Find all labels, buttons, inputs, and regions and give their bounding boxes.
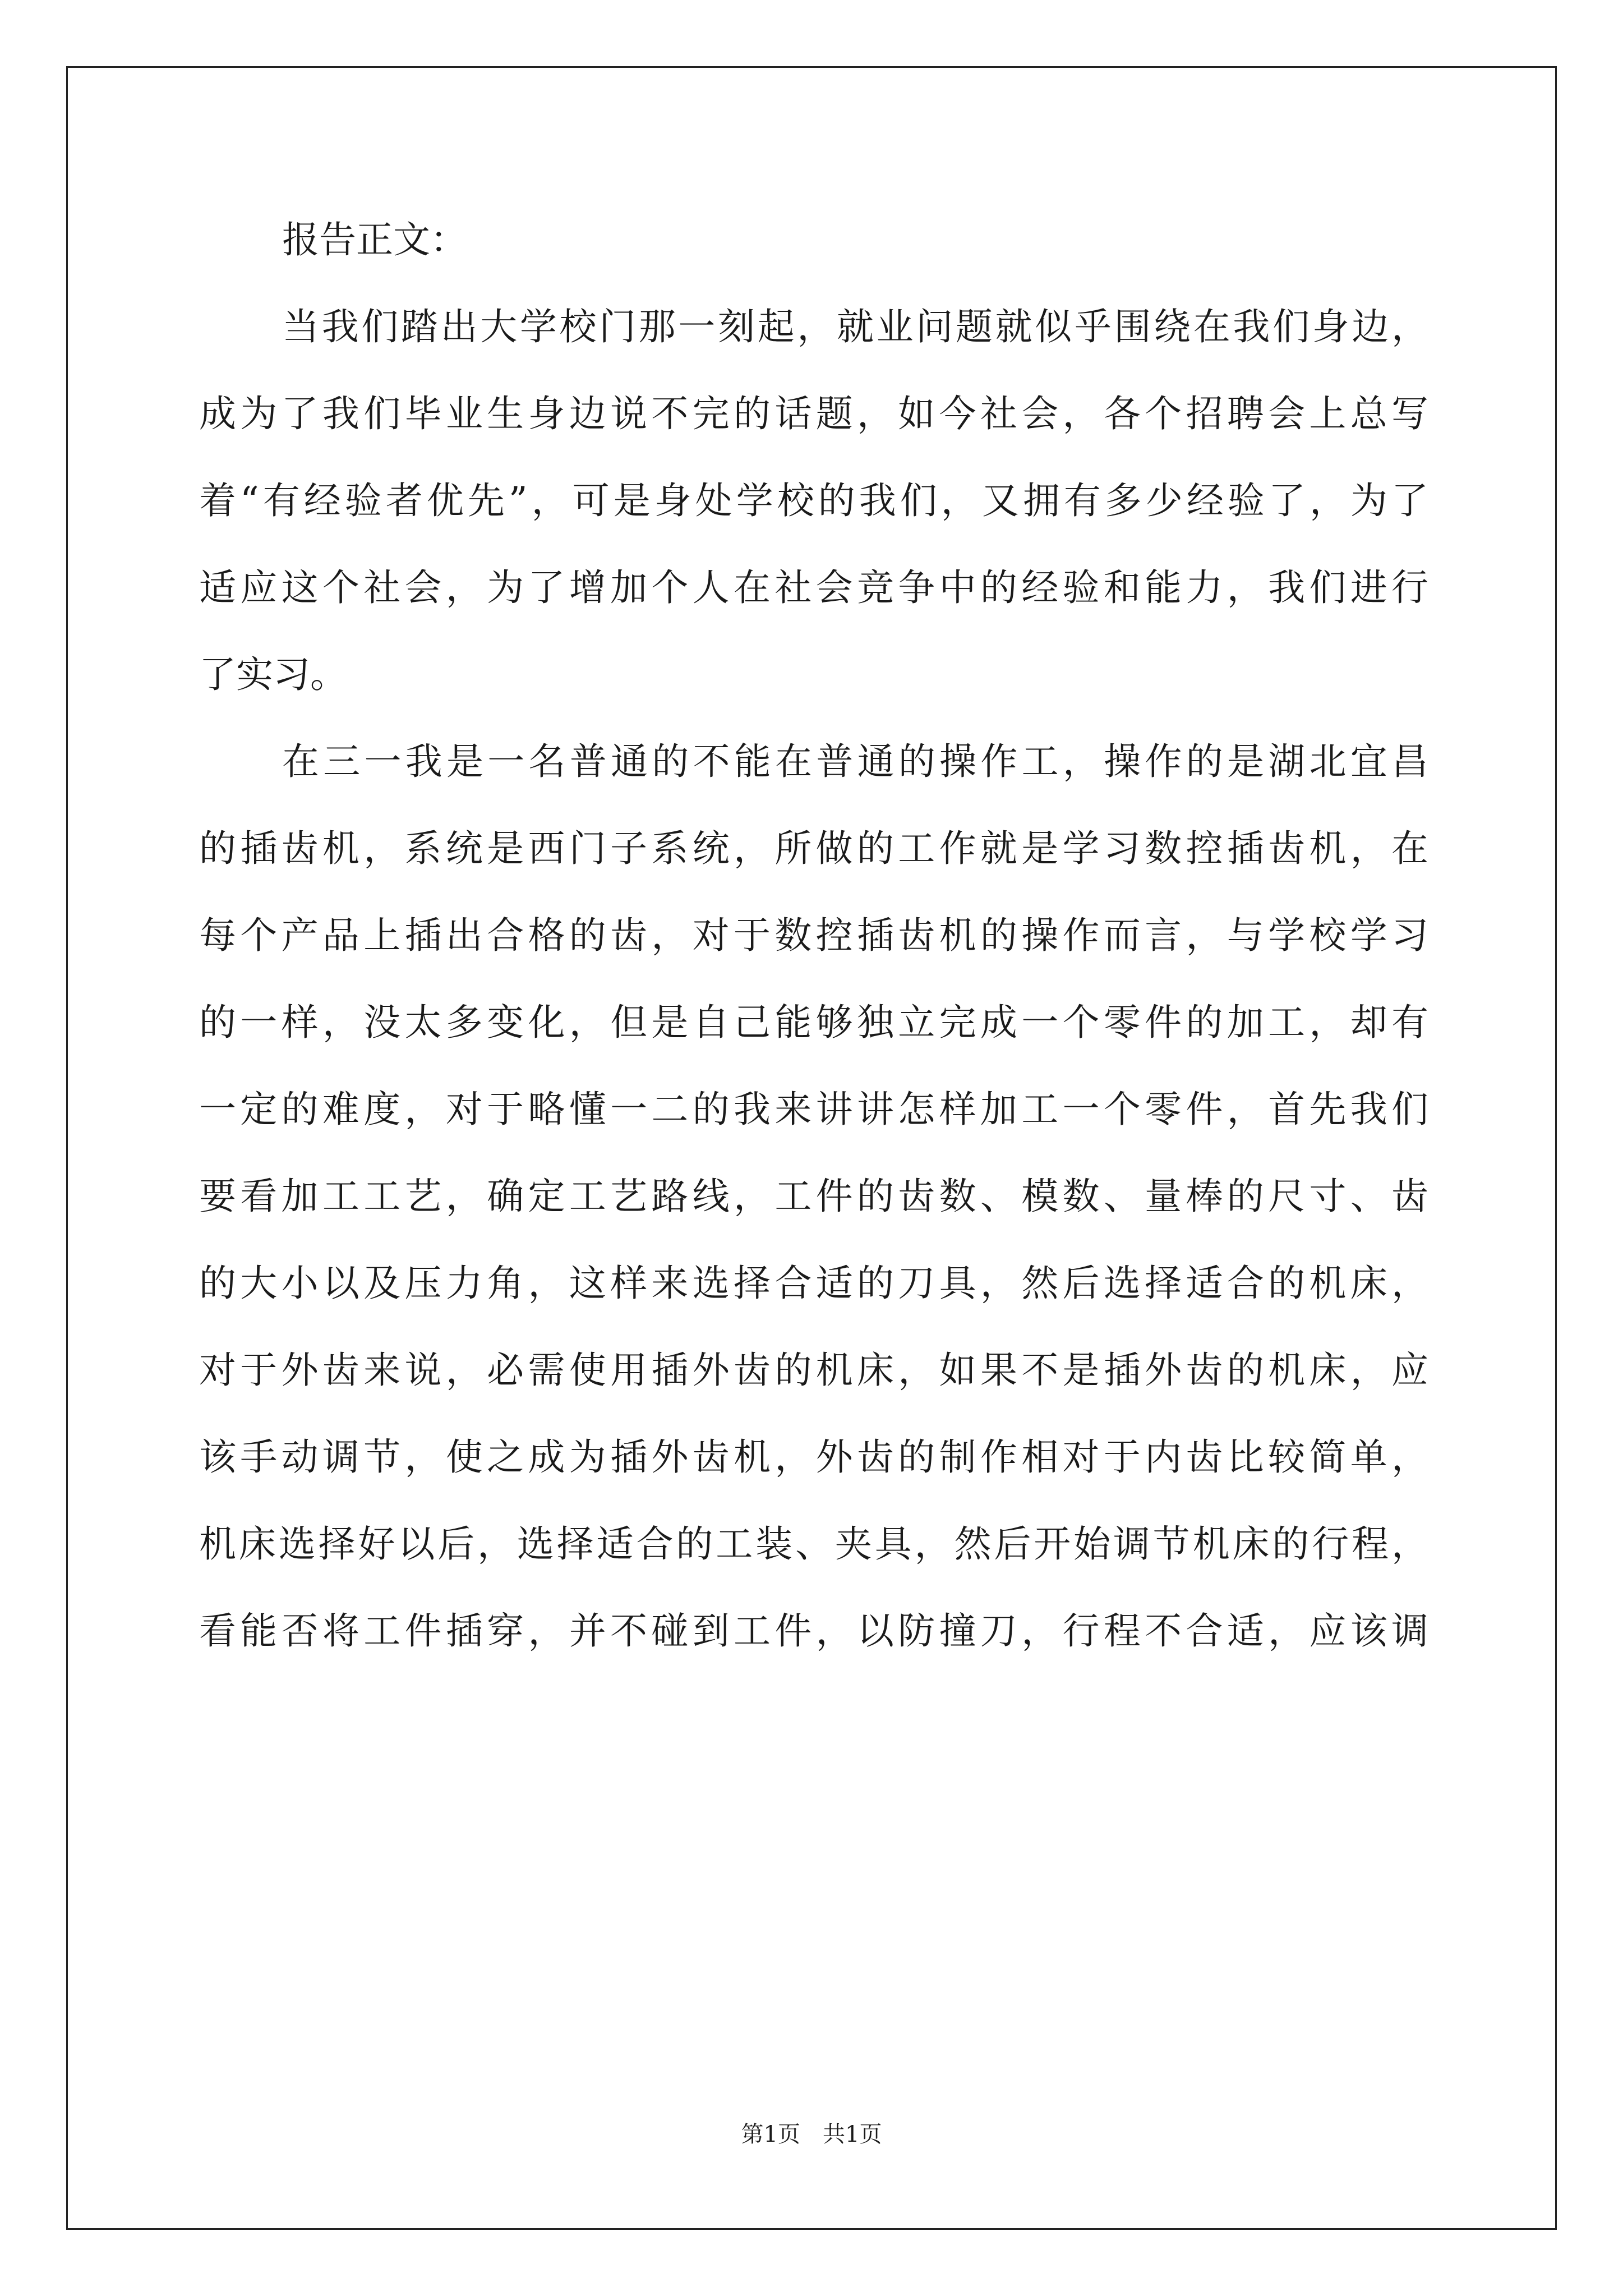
paragraph-line: 看能否将工件插穿，并不碰到工件，以防撞刀，行程不合适，应该调 — [199, 1609, 1428, 1653]
paragraph-line: 适应这个社会，为了增加个人在社会竞争中的经验和能力，我们进行 — [199, 566, 1428, 609]
page-footer — [0, 2118, 1623, 2151]
paragraph-line: 当我们踏出大学校门那一刻起，就业问题就似乎围绕在我们身边， — [282, 305, 1428, 348]
paragraph-line: 对于外齿来说，必需使用插外齿的机床，如果不是插外齿的机床，应 — [199, 1349, 1428, 1392]
paragraph-line: 成为了我们毕业生身边说不完的话题，如今社会，各个招聘会上总写 — [199, 392, 1428, 435]
paragraph-line: 的插齿机，系统是西门子系统，所做的工作就是学习数控插齿机，在 — [199, 827, 1428, 870]
paragraph-line: 该手动调节，使之成为插外齿机，外齿的制作相对于内齿比较简单， — [199, 1435, 1428, 1479]
paragraph-line: 在三一我是一名普通的不能在普通的操作工，操作的是湖北宜昌 — [282, 740, 1428, 783]
paragraph-line: 一定的难度，对于略懂一二的我来讲讲怎样加工一个零件，首先我们 — [199, 1088, 1428, 1131]
paragraph-line: 的一样，没太多变化，但是自己能够独立完成一个零件的加工，却有 — [199, 1001, 1428, 1044]
paragraph-line: 每个产品上插出合格的齿，对于数控插齿机的操作而言，与学校学习 — [199, 914, 1428, 957]
paragraph-line: 机床选择好以后，选择适合的工装、夹具，然后开始调节机床的行程， — [199, 1522, 1428, 1566]
paragraph-line: 的大小以及压力角，这样来选择合适的刀具，然后选择适合的机床， — [199, 1262, 1428, 1305]
heading-line: 报告正文： — [282, 218, 467, 261]
paragraph-line: 着“有经验者优先”，可是身处学校的我们，又拥有多少经验了，为了 — [199, 479, 1428, 522]
paragraph-line: 要看加工工艺，确定工艺路线，工件的齿数、模数、量棒的尺寸、齿 — [199, 1175, 1428, 1218]
page-number: 第1页 共1页 — [741, 2122, 882, 2147]
paragraph-line: 了实习。 — [199, 653, 347, 696]
